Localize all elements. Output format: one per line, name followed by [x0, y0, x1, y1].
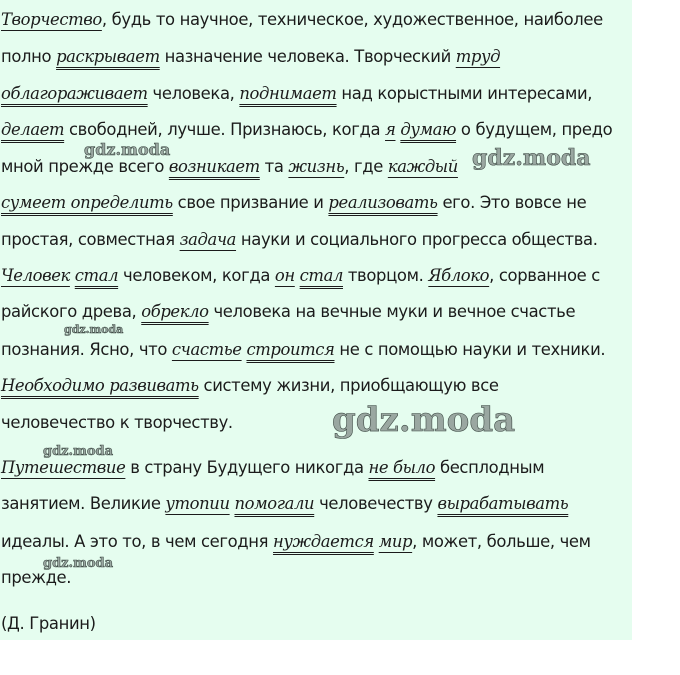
underlined-word: я [385, 120, 396, 139]
underlined-word: Необходимо развивать [1, 376, 199, 395]
text-segment: полно [1, 47, 57, 66]
text-segment: , сорванное с [489, 266, 600, 285]
text-segment: творцом. [343, 266, 429, 285]
text-segment: занятием. Великие [1, 494, 166, 513]
watermark: gdz.moda [332, 400, 516, 440]
text-segment: прежде. [1, 568, 72, 587]
text-segment: систему жизни, приобщающую все [198, 376, 499, 395]
text-segment: человеком, когда [118, 266, 275, 285]
text-line [1, 494, 568, 514]
text-line [1, 47, 500, 67]
watermark: gdz.moda [472, 145, 591, 171]
underlined-word: мир [378, 532, 413, 551]
underlined-word: счастье [171, 340, 242, 359]
text-line [1, 10, 603, 30]
text-segment: свободней, лучше. Признаюсь, когда [64, 120, 386, 139]
underlined-word: стал [74, 266, 119, 285]
text-segment: райского древа, [1, 302, 142, 321]
text-segment: человечеству [314, 494, 438, 513]
underlined-word: помогали [234, 494, 315, 513]
text-segment: о будущем, предо [456, 120, 613, 139]
text-segment: бесплодным [435, 458, 545, 477]
text-segment: та [259, 157, 289, 176]
watermark: gdz.moda [43, 556, 114, 571]
text-line [1, 230, 598, 250]
underlined-word: утопии [165, 494, 230, 513]
underlined-word: делает [1, 120, 65, 139]
underlined-word: думаю [400, 120, 457, 139]
text-segment: идеалы. А это то, в чем сегодня [1, 532, 274, 551]
underlined-word: поднимает [239, 84, 337, 103]
text-segment: науки и социального прогресса общества. [236, 230, 598, 249]
text-segment: в страну Будущего никогда [125, 458, 369, 477]
text-line [1, 568, 71, 588]
underlined-word: жизнь [288, 157, 345, 176]
underlined-word: не было [368, 458, 436, 477]
text-line [1, 157, 458, 177]
text-line [1, 84, 592, 104]
text-segment: свое призвание и [172, 193, 329, 212]
watermark: gdz.moda [64, 323, 124, 336]
text-line [1, 120, 612, 140]
underlined-word: задача [179, 230, 237, 249]
underlined-word: обрекло [141, 302, 209, 321]
text-line [1, 413, 233, 433]
text-segment: простая, совместная [1, 230, 180, 249]
underlined-word: каждый [387, 157, 458, 176]
watermark: gdz.moda [43, 444, 114, 459]
text-segment: человечество к творчеству. [1, 413, 233, 432]
text-line [1, 376, 499, 396]
underlined-word: труд [455, 47, 501, 66]
text-segment: , может, больше, чем [412, 532, 591, 551]
text-segment: человека, [147, 84, 240, 103]
underlined-word: Яблоко [428, 266, 490, 285]
text-line [1, 614, 96, 634]
text-line [1, 340, 605, 360]
text-segment: не с помощью науки и техники. [334, 340, 606, 359]
text-segment: назначение человека. Творческий [159, 47, 456, 66]
text-segment: человека на вечные муки и вечное счастье [208, 302, 576, 321]
text-segment: , будь то научное, техническое, художественное, наиболее [101, 10, 603, 29]
text-segment: мной прежде всего [1, 157, 169, 176]
underlined-word: Творчество [1, 10, 102, 29]
underlined-word: возникает [168, 157, 260, 176]
underlined-word: нуждается [273, 532, 374, 551]
text-segment: его. Это вовсе не [437, 193, 587, 212]
text-line [1, 458, 544, 478]
text-segment: над корыстными интересами, [336, 84, 593, 103]
underlined-word: он [274, 266, 295, 285]
text-line [1, 532, 591, 552]
underlined-word: Путешествие [1, 458, 126, 477]
text-line [1, 266, 600, 286]
text-segment: познания. Ясно, что [1, 340, 172, 359]
text-line [1, 193, 586, 213]
underlined-word: строится [246, 340, 335, 359]
text-segment: , где [344, 157, 388, 176]
underlined-word: облагораживает [1, 84, 148, 103]
underlined-word: реализовать [328, 193, 438, 212]
underlined-word: раскрывает [56, 47, 160, 66]
underlined-word: сумеет определить [1, 193, 173, 212]
text-segment: (Д. Гранин) [1, 614, 96, 633]
underlined-word: вырабатывать [437, 494, 569, 513]
text-line [1, 302, 575, 322]
underlined-word: Человек [1, 266, 70, 285]
underlined-word: стал [299, 266, 343, 285]
watermark: gdz.moda [84, 140, 171, 159]
